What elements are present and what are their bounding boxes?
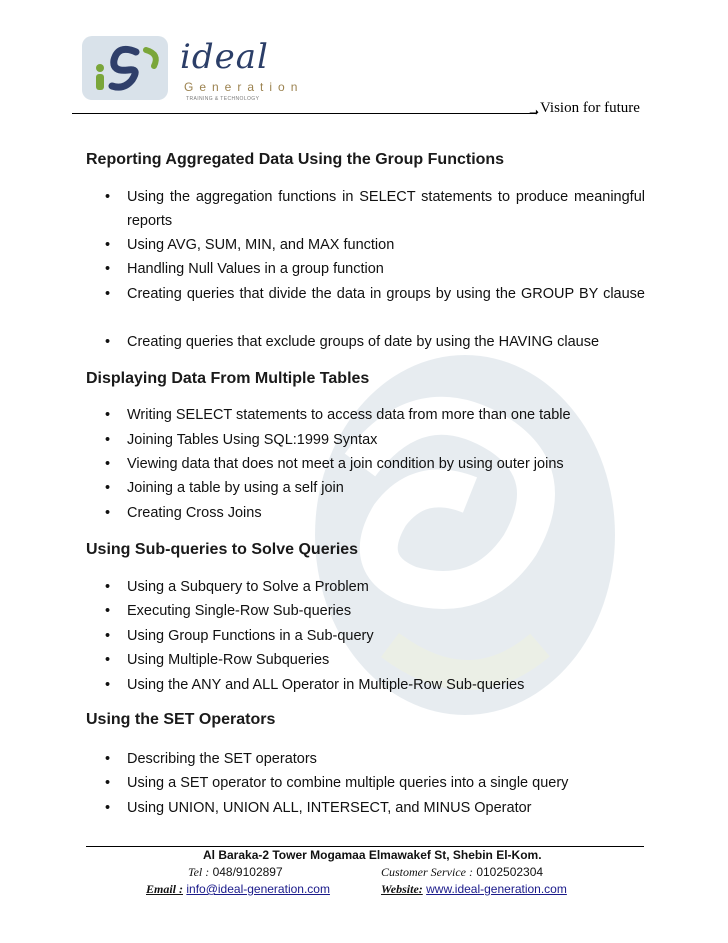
list-item: • Viewing data that does not meet a join condition by using outer joins [105, 452, 645, 476]
bullet-icon: • [105, 407, 111, 423]
list-item: • Creating Cross Joins [105, 501, 645, 525]
bullet-icon: • [105, 677, 111, 693]
list-item: • Joining Tables Using SQL:1999 Syntax [105, 428, 645, 452]
bullet-icon: • [105, 652, 111, 668]
list-item: • Creating queries that divide the data in groups by using the GROUP BY clause [105, 282, 645, 306]
bullet-icon: • [105, 286, 111, 302]
footer-address: Al Baraka-2 Tower Mogamaa Elmawakef St, Shebin El-Kom. [203, 848, 542, 862]
footer-email [146, 882, 330, 897]
list-item: • Using Multiple-Row Subqueries [105, 648, 645, 672]
list-item: • Using a Subquery to Solve a Problem [105, 575, 645, 599]
email-label: Email : [146, 882, 184, 896]
footer-website [381, 882, 567, 897]
list-item: • Executing Single-Row Sub-queries [105, 599, 645, 623]
section-title-subqueries: Using Sub-queries to Solve Queries [86, 541, 359, 558]
section-title-multiple-tables: Displaying Data From Multiple Tables [86, 370, 370, 387]
footer-tel [188, 865, 283, 880]
email-link[interactable]: info@ideal-generation.com [186, 882, 330, 896]
bullet-icon: • [105, 579, 111, 595]
website-label: Website: [381, 882, 423, 896]
service-label: Customer Service : [381, 865, 473, 879]
footer-divider [86, 846, 644, 847]
bullet-icon: • [105, 751, 111, 767]
list-item: • Using a SET operator to combine multiple queries into a single query [105, 771, 645, 795]
arrow-right-icon: ➝ [529, 105, 540, 119]
bullet-icon: • [105, 505, 111, 521]
list-item: • Using Group Functions in a Sub-query [105, 624, 645, 648]
service-value: 0102502304 [476, 865, 544, 879]
tel-label: Tel : [188, 865, 210, 879]
bullet-icon: • [105, 189, 111, 205]
bullet-icon: • [105, 628, 111, 644]
bullet-icon: • [105, 775, 111, 791]
header-tagline: Vision for future [540, 100, 640, 116]
list-item: • Handling Null Values in a group function [105, 257, 645, 281]
tel-value: 048/9102897 [212, 865, 283, 879]
list-item: • Using the ANY and ALL Operator in Multiple-Row Sub-queries [105, 673, 645, 697]
list-item: • Writing SELECT statements to access data from more than one table [105, 403, 645, 427]
bullet-icon: • [105, 432, 111, 448]
list-item: • Using UNION, UNION ALL, INTERSECT, and MINUS Operator [105, 796, 645, 820]
section-title-set-operators: Using the SET Operators [86, 711, 276, 728]
list-item: • Joining a table by using a self join [105, 476, 645, 500]
logo-wordmark: ideal [180, 37, 269, 77]
bullet-icon: • [105, 603, 111, 619]
bullet-icon: • [105, 334, 111, 350]
logo-mark-icon [80, 30, 180, 104]
bullet-icon: • [105, 480, 111, 496]
list-item: • Using AVG, SUM, MIN, and MAX function [105, 233, 645, 257]
logo-subtitle: TRAINING & TECHNOLOGY [186, 96, 260, 102]
list-item: • Using the aggregation functions in SELECT statements to produce meaningful reports [105, 185, 645, 233]
bullet-icon: • [105, 456, 111, 472]
list-item: • Creating queries that exclude groups of date by using the HAVING clause [105, 330, 645, 354]
list-item: • Describing the SET operators [105, 747, 645, 771]
header-divider [72, 113, 536, 114]
footer-customer-service [381, 865, 543, 880]
bullet-icon: • [105, 237, 111, 253]
bullet-icon: • [105, 800, 111, 816]
logo-generation-text: Generation [184, 80, 304, 94]
bullet-icon: • [105, 261, 111, 277]
section-title-group-functions: Reporting Aggregated Data Using the Group Functions [86, 151, 505, 168]
website-link[interactable]: www.ideal-generation.com [426, 882, 567, 896]
